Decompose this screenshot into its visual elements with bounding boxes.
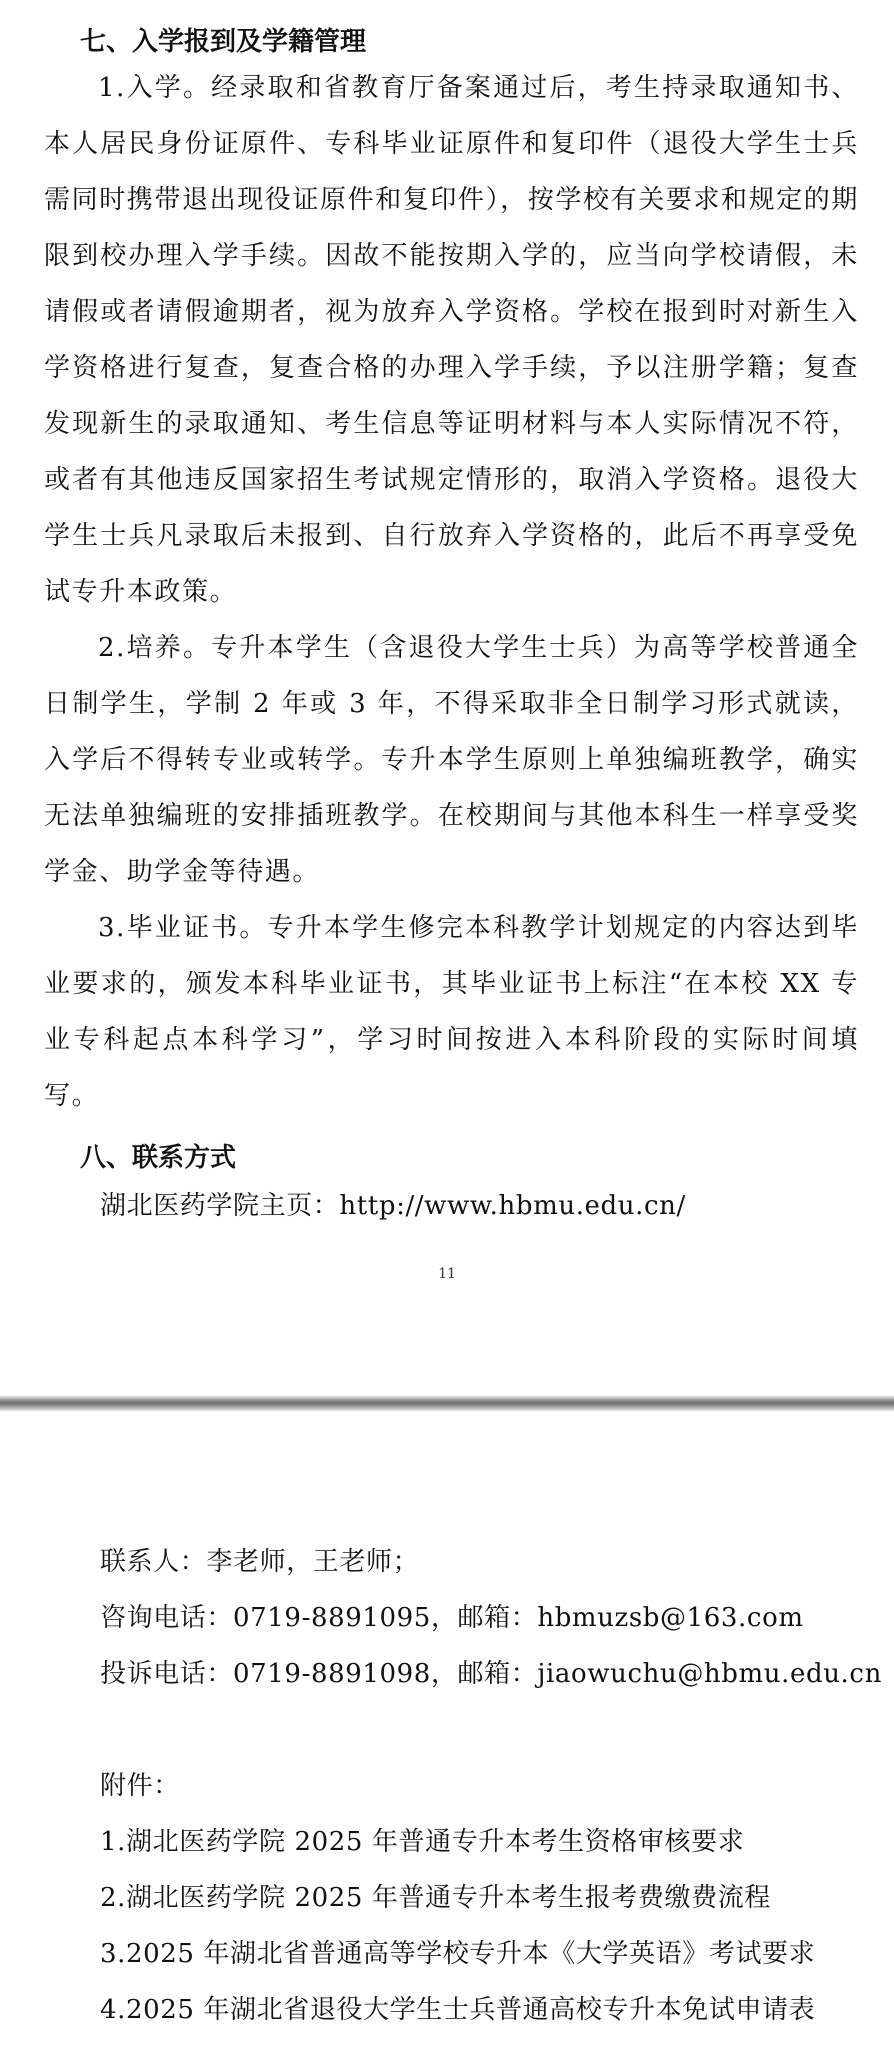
page-separator xyxy=(0,1395,894,1411)
attachments-label: 附件： xyxy=(100,1771,180,1801)
consult-phone-email: 咨询电话：0719-8891095，邮箱：hbmuzsb@163.com xyxy=(100,1603,804,1633)
section-heading-enrollment: 七、入学报到及学籍管理 xyxy=(80,27,367,57)
section-heading-contact: 八、联系方式 xyxy=(80,1143,237,1173)
attachment-item-4: 4.2025 年湖北省退役大学生士兵普通高校专升本免试申请表 xyxy=(100,1995,816,2025)
attachment-item-3: 3.2025 年湖北省普通高等学校专升本《大学英语》考试要求 xyxy=(100,1939,816,1969)
paragraph-training: 2.培养。专升本学生（含退役大学生士兵）为高等学校普通全日制学生，学制 2 年或 3 年，不得采取非全日制学习形式就读，入学后不得转专业或转学。专升本学生原则上单独编班教学，确实无法单独编班的安排插班教学。在校期间与其他本科生一样享受奖学金、助学金等待遇。 xyxy=(44,633,859,887)
paragraph-admission: 1.入学。经录取和省教育厅备案通过后，考生持录取通知书、本人居民身份证原件、专科毕业证原件和复印件（退役大学生士兵需同时携带退出现役证原件和复印件），按学校有关要求和规定的期限到校办理入学手续。因故不能按期入学的，应当向学校请假，未请假或者请假逾期者，视为放弃入学资格。学校在报到时对新生入学资格进行复查，复查合格的办理入学手续，予以注册学籍；复查发现新生的录取通知、考生信息等证明材料与本人实际情况不符，或者有其他违反国家招生考试规定情形的，取消入学资格。退役大学生士兵凡录取后未报到、自行放弃入学资格的，此后不再享受免试专升本政策。 xyxy=(44,73,860,607)
paragraph-diploma: 3.毕业证书。专升本学生修完本科教学计划规定的内容达到毕业要求的，颁发本科毕业证书，其毕业证书上标注“在本校 XX 专业专科起点本科学习”，学习时间按进入本科阶段的实际时间填写。 xyxy=(44,913,859,1111)
page-number: 11 xyxy=(438,1266,456,1282)
homepage-line: 湖北医药学院主页：http://www.hbmu.edu.cn/ xyxy=(100,1191,686,1221)
document-page-12 xyxy=(0,1411,894,2052)
complaint-phone-email: 投诉电话：0719-8891098，邮箱：jiaowuchu@hbmu.edu.cn xyxy=(100,1659,882,1689)
contact-persons: 联系人：李老师，王老师； xyxy=(100,1547,420,1577)
attachment-item-1: 1.湖北医药学院 2025 年普通专升本考生资格审核要求 xyxy=(100,1827,745,1857)
attachment-item-2: 2.湖北医药学院 2025 年普通专升本考生报考费缴费流程 xyxy=(100,1883,771,1913)
